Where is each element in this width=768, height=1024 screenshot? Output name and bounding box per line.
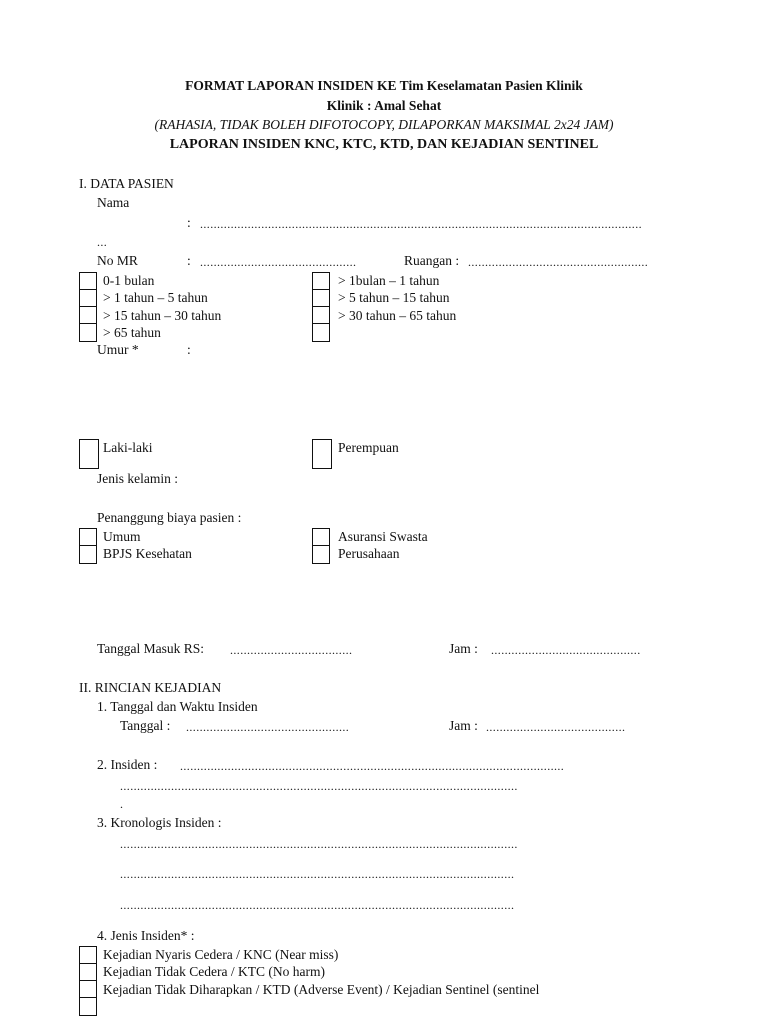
tanggal-waktu-insiden-label: 1. Tanggal dan Waktu Insiden: [97, 699, 258, 714]
nomr-label: No MR: [97, 253, 138, 268]
jenis-insiden-label: 4. Jenis Insiden* :: [97, 928, 195, 943]
jam-insiden-label: Jam :: [449, 718, 478, 733]
laki-laki-checkbox[interactable]: [79, 439, 99, 469]
jenis-kelamin-label: Jenis kelamin :: [97, 471, 178, 486]
nama-field-wrap: ...: [97, 235, 108, 249]
perempuan-checkbox[interactable]: [312, 439, 332, 469]
age-option-label: > 65 tahun: [103, 325, 161, 340]
form-title: FORMAT LAPORAN INSIDEN KE Tim Keselamatan Pasien Klinik: [185, 78, 583, 93]
jenis-insiden-option: Kejadian Tidak Diharapkan / KTD (Adverse Event) / Kejadian Sentinel (sentinel: [103, 982, 540, 997]
jenis-insiden-option: Kejadian Nyaris Cedera / KNC (Near miss): [103, 947, 339, 962]
age-option-label: > 1 tahun – 5 tahun: [103, 290, 208, 305]
ruangan-field[interactable]: .....................................................: [468, 255, 649, 269]
umur-label: Umur *: [97, 342, 139, 357]
payer-option-label: Perusahaan: [338, 546, 400, 561]
perempuan-label: Perempuan: [338, 440, 399, 455]
nama-colon: :: [187, 215, 191, 230]
age-option-label: > 30 tahun – 65 tahun: [338, 308, 457, 323]
age-option-label: 0-1 bulan: [103, 273, 155, 288]
age-option-label: > 1bulan – 1 tahun: [338, 273, 440, 288]
ruangan-label: Ruangan :: [404, 253, 460, 268]
clinic-name: Klinik : Amal Sehat: [326, 98, 442, 113]
kronologis-field-line1[interactable]: .....................................................................................................................: [120, 837, 518, 851]
jenis-insiden-option: Kejadian Tidak Cedera / KTC (No harm): [103, 964, 325, 979]
kronologis-field-line3[interactable]: ....................................................................................................................: [120, 898, 515, 912]
kronologis-field-line2[interactable]: ....................................................................................................................: [120, 867, 515, 881]
umur-colon: :: [187, 342, 191, 357]
jam-masuk-field[interactable]: ............................................: [491, 643, 641, 657]
tanggal-masuk-label: Tanggal Masuk RS:: [97, 641, 205, 656]
jam-insiden-field[interactable]: .........................................: [486, 720, 626, 734]
section-rincian-kejadian-heading: II. RINCIAN KEJADIAN: [79, 680, 222, 695]
age-65-tahun-checkbox[interactable]: [79, 323, 97, 342]
age-option-label: > 5 tahun – 15 tahun: [338, 290, 450, 305]
age-blank-checkbox[interactable]: [312, 323, 330, 342]
age-option-label: > 15 tahun – 30 tahun: [103, 308, 222, 323]
insiden-field-line2[interactable]: .....................................................................................................................: [120, 779, 518, 793]
jam-masuk-label: Jam :: [449, 641, 478, 656]
confidential-note: (RAHASIA, TIDAK BOLEH DIFOTOCOPY, DILAPORKAN MAKSIMAL 2x24 JAM): [154, 117, 614, 132]
tanggal-insiden-field[interactable]: ................................................: [186, 720, 350, 734]
nama-label: Nama: [97, 195, 130, 210]
perusahaan-checkbox[interactable]: [312, 545, 330, 564]
extra-checkbox[interactable]: [79, 997, 97, 1016]
penanggung-biaya-label: Penanggung biaya pasien :: [97, 510, 242, 525]
insiden-label: 2. Insiden :: [97, 757, 158, 772]
tanggal-masuk-field[interactable]: ....................................: [230, 643, 353, 657]
nama-field[interactable]: ..................................................................................................................................: [200, 217, 642, 231]
payer-option-label: Umum: [103, 529, 141, 544]
kronologis-insiden-label: 3. Kronologis Insiden :: [97, 815, 222, 830]
insiden-field[interactable]: .................................................................................................................: [180, 759, 565, 773]
nomr-colon: :: [187, 253, 191, 268]
report-title: LAPORAN INSIDEN KNC, KTC, KTD, DAN KEJADIAN SENTINEL: [169, 137, 599, 152]
bpjs-checkbox[interactable]: [79, 545, 97, 564]
tanggal-insiden-label: Tanggal :: [120, 718, 171, 733]
section-data-pasien-heading: I. DATA PASIEN: [79, 176, 174, 191]
insiden-field-line3: .: [120, 797, 124, 811]
payer-option-label: BPJS Kesehatan: [103, 546, 192, 561]
nomr-field[interactable]: ..............................................: [200, 255, 357, 269]
payer-option-label: Asuransi Swasta: [338, 529, 428, 544]
laki-laki-label: Laki-laki: [103, 440, 153, 455]
